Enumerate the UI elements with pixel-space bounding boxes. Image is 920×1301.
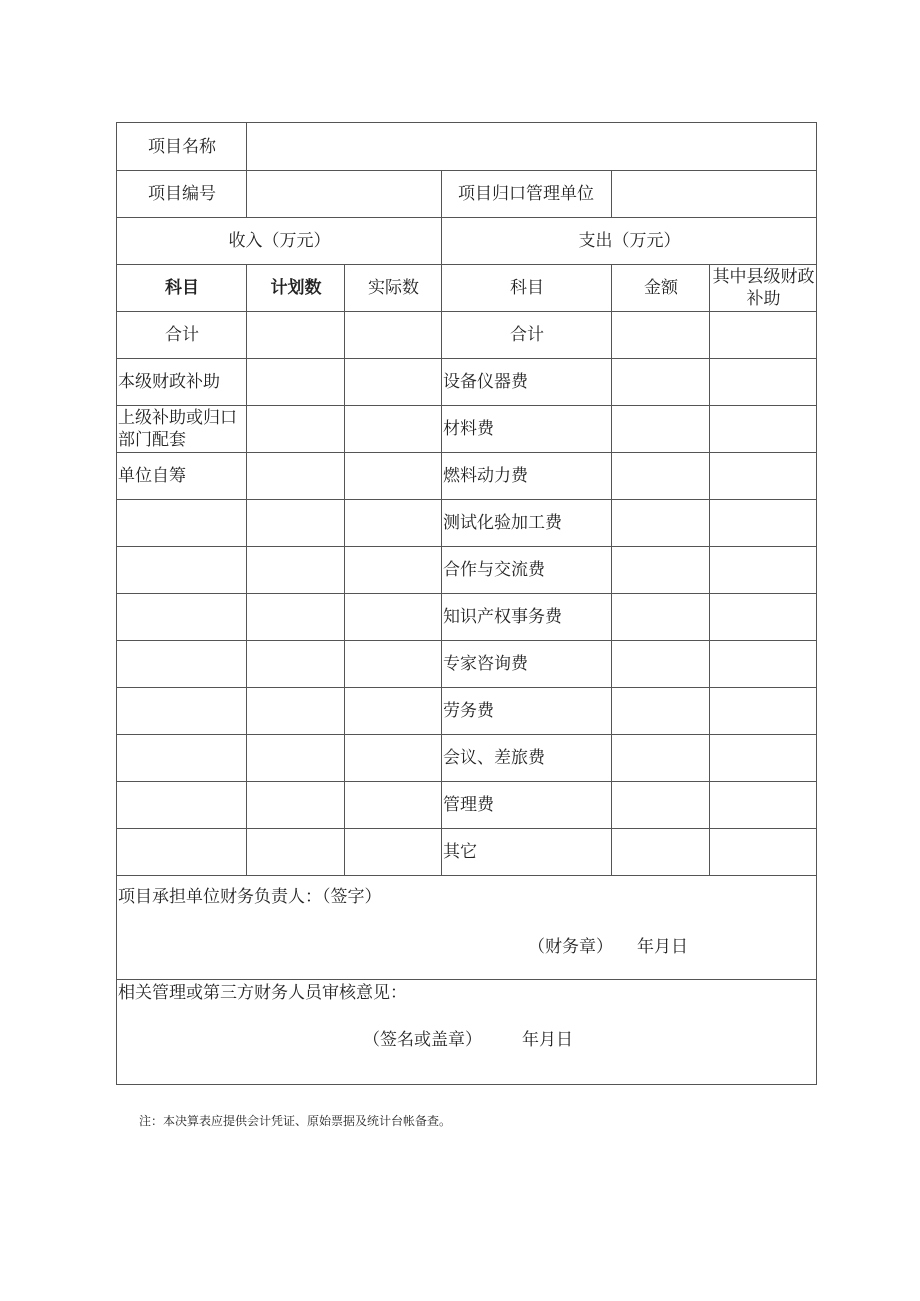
col-subject: 科目: [117, 265, 247, 312]
expense-county-cell[interactable]: [710, 641, 817, 688]
income-actual-cell[interactable]: [345, 359, 442, 406]
income-plan-cell[interactable]: [247, 829, 345, 876]
expense-subject: 设备仪器费: [442, 359, 612, 406]
table-row: [117, 735, 817, 782]
income-subject: 本级财政补助: [117, 359, 247, 406]
table-row: [117, 406, 817, 453]
expense-county-cell[interactable]: [710, 688, 817, 735]
expense-subject: 知识产权事务费: [442, 594, 612, 641]
income-actual-cell[interactable]: [345, 453, 442, 500]
expense-county-cell[interactable]: [710, 406, 817, 453]
footnote: 注：本决算表应提供会计凭证、原始票据及统计台帐备查。: [139, 1114, 452, 1128]
income-plan-cell[interactable]: [247, 359, 345, 406]
col-county-subsidy: 其中县级财政补助: [710, 265, 817, 312]
audit-label: 相关管理或第三方财务人员审核意见：: [118, 983, 407, 1003]
settlement-table: [116, 122, 817, 1085]
income-subject: 单位自筹: [117, 453, 247, 500]
audit-section[interactable]: [117, 980, 817, 1085]
audit-date: 年月日: [522, 1030, 573, 1050]
expense-subject: 管理费: [442, 782, 612, 829]
project-no-label: 项目编号: [117, 171, 247, 218]
project-name-label: 项目名称: [117, 123, 247, 171]
expense-subject: 燃料动力费: [442, 453, 612, 500]
expense-county-cell[interactable]: [710, 782, 817, 829]
expense-subject: 劳务费: [442, 688, 612, 735]
audit-stamp: （签名或盖章）: [363, 1030, 482, 1050]
expense-header: 支出（万元）: [442, 218, 817, 265]
table-row: [117, 453, 817, 500]
expense-subject: 合作与交流费: [442, 547, 612, 594]
table-row: [117, 359, 817, 406]
expense-amount-cell[interactable]: [612, 782, 710, 829]
income-actual-cell[interactable]: [345, 547, 442, 594]
income-subject: [117, 782, 247, 829]
expense-amount-cell[interactable]: [612, 594, 710, 641]
income-actual-cell[interactable]: [345, 500, 442, 547]
income-plan-cell[interactable]: [247, 641, 345, 688]
income-actual-cell[interactable]: [345, 688, 442, 735]
expense-county-cell[interactable]: [710, 547, 817, 594]
income-plan-cell[interactable]: [247, 688, 345, 735]
income-subject: [117, 500, 247, 547]
total-left: 合计: [117, 312, 247, 359]
income-plan-cell[interactable]: [247, 547, 345, 594]
total-actual-cell[interactable]: [345, 312, 442, 359]
project-name-field[interactable]: [247, 123, 817, 171]
income-actual-cell[interactable]: [345, 782, 442, 829]
table-row: [117, 782, 817, 829]
income-plan-cell[interactable]: [247, 735, 345, 782]
total-plan-cell[interactable]: [247, 312, 345, 359]
unit-field[interactable]: [612, 171, 817, 218]
expense-county-cell[interactable]: [710, 735, 817, 782]
expense-amount-cell[interactable]: [612, 406, 710, 453]
finance-stamp: （财务章）: [528, 937, 613, 957]
income-header: 收入（万元）: [117, 218, 442, 265]
finance-date: 年月日: [637, 937, 688, 957]
finance-head-section[interactable]: [117, 876, 817, 980]
income-plan-cell[interactable]: [247, 500, 345, 547]
table-row: [117, 500, 817, 547]
table-row: [117, 829, 817, 876]
expense-amount-cell[interactable]: [612, 829, 710, 876]
expense-subject: 其它: [442, 829, 612, 876]
expense-amount-cell[interactable]: [612, 547, 710, 594]
table-row: [117, 688, 817, 735]
budget-form: [116, 122, 817, 1085]
expense-county-cell[interactable]: [710, 500, 817, 547]
expense-amount-cell[interactable]: [612, 641, 710, 688]
expense-county-cell[interactable]: [710, 453, 817, 500]
income-subject: [117, 547, 247, 594]
col-actual: 实际数: [345, 265, 442, 312]
expense-county-cell[interactable]: [710, 359, 817, 406]
total-amount-cell[interactable]: [612, 312, 710, 359]
income-actual-cell[interactable]: [345, 641, 442, 688]
income-plan-cell[interactable]: [247, 406, 345, 453]
income-plan-cell[interactable]: [247, 782, 345, 829]
income-plan-cell[interactable]: [247, 453, 345, 500]
expense-amount-cell[interactable]: [612, 359, 710, 406]
expense-subject: 测试化验加工费: [442, 500, 612, 547]
col-subject-2: 科目: [442, 265, 612, 312]
income-subject: [117, 735, 247, 782]
income-subject: [117, 594, 247, 641]
income-plan-cell[interactable]: [247, 594, 345, 641]
table-row: [117, 594, 817, 641]
expense-amount-cell[interactable]: [612, 688, 710, 735]
table-row: [117, 547, 817, 594]
expense-county-cell[interactable]: [710, 829, 817, 876]
expense-amount-cell[interactable]: [612, 500, 710, 547]
income-subject: [117, 641, 247, 688]
expense-subject: 材料费: [442, 406, 612, 453]
expense-subject: 专家咨询费: [442, 641, 612, 688]
project-no-field[interactable]: [247, 171, 442, 218]
income-actual-cell[interactable]: [345, 735, 442, 782]
item-rows: [117, 359, 817, 876]
expense-amount-cell[interactable]: [612, 453, 710, 500]
total-county-cell[interactable]: [710, 312, 817, 359]
total-right: 合计: [442, 312, 612, 359]
col-plan: 计划数: [247, 265, 345, 312]
col-amount: 金额: [612, 265, 710, 312]
income-subject: [117, 688, 247, 735]
income-actual-cell[interactable]: [345, 406, 442, 453]
expense-county-cell[interactable]: [710, 594, 817, 641]
income-subject: 上级补助或归口部门配套: [117, 406, 247, 453]
income-actual-cell[interactable]: [345, 594, 442, 641]
finance-head-label: 项目承担单位财务负责人：（签字）: [118, 887, 382, 907]
income-actual-cell[interactable]: [345, 829, 442, 876]
table-row: [117, 641, 817, 688]
income-subject: [117, 829, 247, 876]
expense-amount-cell[interactable]: [612, 735, 710, 782]
unit-label: 项目归口管理单位: [442, 171, 612, 218]
expense-subject: 会议、差旅费: [442, 735, 612, 782]
